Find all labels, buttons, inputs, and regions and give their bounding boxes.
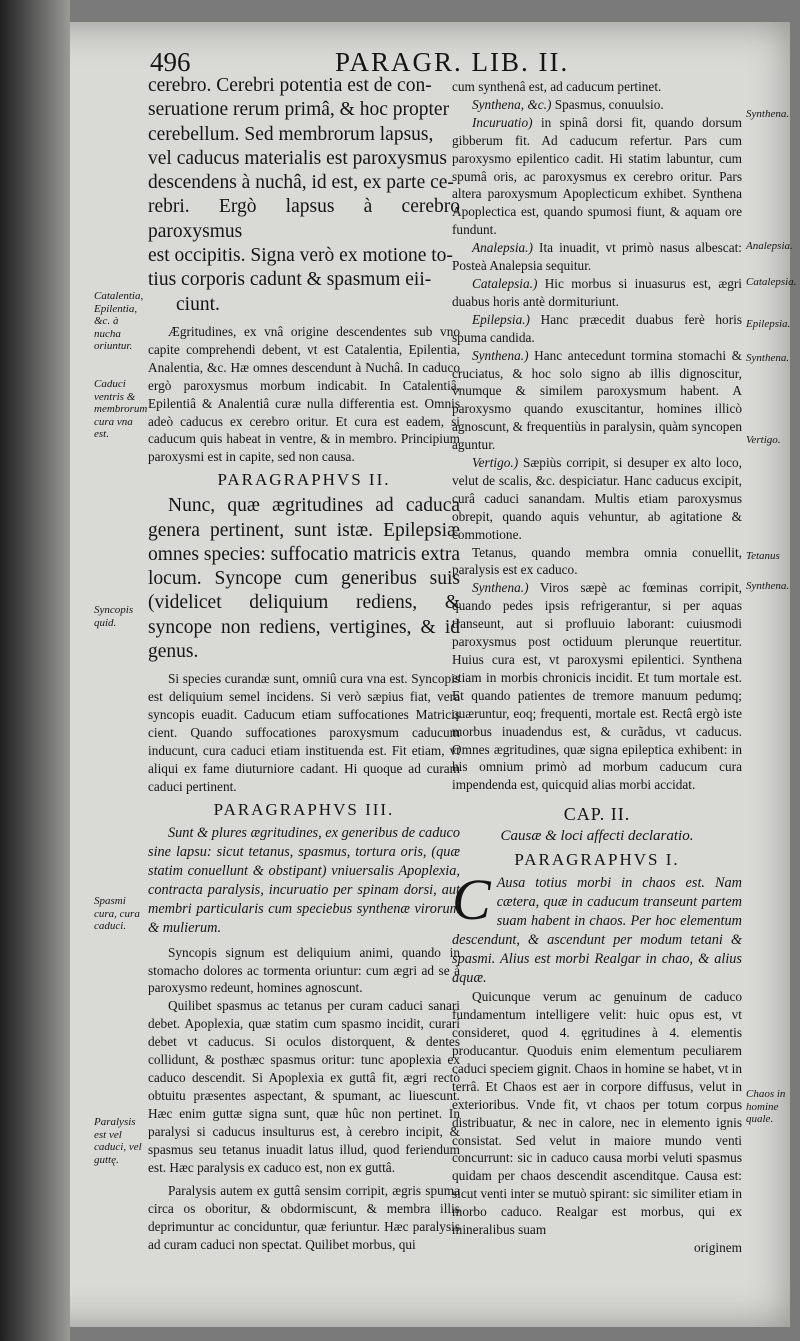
body-paragraph: Synthena.) Viros sæpè ac fœminas corripit, quando pedes ipsis refrigerantur, si per aquas transeunt, aut si profluuio laborant: cuiusmodi paroxysmus post octiduum plerunque reuertitur. Huius cura est, vt paroxysmi epilentici. Synthena etiam in morbis chronicis incidit. Et tum mortale est. Et quando patientes de tremore manuum pedumq; quæruntur, eoq; frequenti, mortale est. Rectâ ergò iste morbus inuadendus est, & curãdus, vt caducus. Omnes ægritudines, quæ signa epileptica exhibent: in his omnium primò ad morbum caducum cura impendenda est, quicquid alias morbi accidat. [452,580,742,793]
margin-note: Paralysis est vel caduci, vel guttę. [94,1116,142,1166]
body-paragraph: Incuruatio) in spinâ dorsi fit, quando dorsum gibberum fit. Ad caducum refertur. Pars cum paroxysmo epilentico cadit. Hi statim labuntur, cum spumâ oris, ac paroxysmus ex cerebro oritur. Pars altera paroxysmum Apoplecticum exhibet. Synthena Apoplectica est, quando spumosi fiunt, & aquam ore fundunt. [452,114,742,238]
chapter-subtitle: Causæ & loci affecti declaratio. [500,828,694,845]
text-line: seruatione rerum primâ, & hoc propter [148,99,450,121]
margin-note: Tetanus [746,550,780,562]
drop-cap: C [452,867,491,933]
entry-label: Epilepsia.) [472,311,530,327]
opening-paragraph [148,74,460,317]
chapter-heading: CAP. II. [563,804,631,825]
text-line: vel caducus materialis est paroxysmus [148,147,447,169]
catchword: originem [693,1239,742,1255]
body-paragraph: C Ausa totius morbi in chaos est. Nam cætera, quæ in caducum transeunt partem suam habent in chaos. Per hoc elementum descendunt, & ascendunt per modum tetani & spasmi. Alius est morbi Realgar in chao, & alius aquæ. [452,867,742,987]
margin-note: Synthena. [746,352,790,364]
section-heading: PARAGRAPHVS I. [514,850,680,870]
body-paragraph: Sunt & plures ægritudines, ex generibus de caduco sine lapsu: sicut tetanus, spasmus, tortura oris, (quæ statim conuellunt & obstipant) vniuersalis Apoplexia, contracta paralysis, incuruatio per spinam dorsi, aut membri particularis cum speciebus synthenæ virorum & mulierum. [148,824,460,936]
body-paragraph: Tetanus, quando membra omnia conuellit, paralysis est ex caduco. [452,544,742,578]
page-number: 496 [150,47,191,77]
entry-label: Vertigo.) [472,455,519,471]
text-line: tius corporis cadunt & spasmum eii- [148,269,432,291]
margin-note: Catalepsia. [746,276,797,288]
text-line: rebri. Ergò lapsus à cerebro paroxysmus [148,196,460,242]
entry-label: Analepsia.) [472,240,533,256]
margin-note: Syncopis quid. [94,604,134,629]
body-paragraph: Paralysis autem ex guttâ sensim corripit, ægris spuma circa os oboritur, & obdormiscunt, & membra illis deprimuntur ac conciduntur, quæ feriuntur. Hæc paralysis ad curam caduci non spectat. Quilibet morbus, qui [148,1183,460,1253]
body-paragraph: Syncopis signum est deliquium animi, quando in stomacho dolores ac tormenta oriuntur: cum ægri ad se à paroxysmo redeunt, homines agnoscunt. [148,944,460,996]
entry-label: Synthena.) [472,347,529,363]
right-column [452,78,742,1257]
margin-note: Catalentia, Epilentia, &c. à nucha oriuntur. [94,290,144,352]
body-paragraph: Nunc, quæ ægritudines ad caduca genera pertinent, sunt istæ. Epilepsiæ omnes species: suffocatio matricis extra locum. Syncope cum generibus suis (videlicet deliquium rediens, & syncope non rediens, vertigines, & id genus. [148,495,460,662]
margin-note: Vertigo. [746,434,781,446]
margin-note: Epilepsia. [746,318,791,330]
section-heading: PARAGRAPHVS II. [217,470,391,490]
margin-note: Caduci ventris & membrorum cura vna est. [94,378,148,440]
body-paragraph: cum synthenâ est, ad caducum pertinet. [452,79,662,94]
text-line: cerebro. Cerebri potentia est de con- [148,75,432,96]
body-paragraph: Catalepsia.) Hic morbus si inuasurus est, ægri duabus horis antè dormituriunt. [452,275,742,309]
text-line: ciunt. [176,293,220,315]
entry-label: Synthena, &c.) [472,96,552,112]
body-paragraph: Quicunque verum ac genuinum de caduco fundamentum intelligere velit: huic opus est, vt consideret, quod 4. ęgritudines à 4. elementis producantur. Quoduis enim elementum peculiarem caduci speciem gignit. Chaos in homine se habet, vt in terrâ. Et Chaos est aer in corpore diffusus, velut in exterioribus. Vnde fit, vt chaos per totum corpus distribuatur, & nec in calore, nec in elemento ignis consistat. Sed velut in maiore mundo venti concurrunt: sic in caduco causa morbi veluti spasmus quidam per chaos descendit ascenditque. Causa est: sicut venti inter se mutuò spirant: sic similiter etiam in morbo caduco. Realgar est morbus, qui ex mineralibus suam [452,989,742,1238]
body-paragraph: Ægritudines, ex vnâ origine descendentes sub vno capite comprehendi debent, vt est Catalentia, Epilentia, Analentia, &c. Hæ omnes descendunt à Nuchâ. In caduco ergò paroxysmus morbum indicabit. In Catalentiâ, Epilentiâ & Analentiâ curæ nulla differentia est. Omnis adeò caducus ex cerebro oritur. Et cura est eadem, si caducum quis habeat in ventre, & in membro. Principium paroxysmi est in capite, sed non causa. [148,323,460,465]
body-paragraph: Epilepsia.) Hanc præcedit duabus ferè horis spuma candida. [452,311,742,345]
text-line: est occipitis. Signa verò ex motione to- [148,245,453,267]
text-line: descendens à nuchâ, id est, ex parte ce- [148,172,454,194]
margin-note: Chaos in homine quale. [746,1088,786,1125]
body-paragraph: Synthena, &c.) Spasmus, conuulsio. [472,96,664,112]
body-paragraph: Vertigo.) Sæpiùs corripit, si desuper ex alto loco, velut de scalis, &c. despiciatur. Hanc caducus excipit, curâ caduci sanandam. Multis etiam paroxysmus obrepit, quando aquis vehuntur, ab agitatione & commotione. [452,455,742,542]
margin-note: Analepsia. [746,240,793,252]
entry-label: Catalepsia.) [472,275,538,291]
margin-note: Synthena. [746,580,790,592]
section-heading: PARAGRAPHVS III. [213,799,395,819]
body-paragraph: Si species curandæ sunt, omniû cura vna est. Syncopis est deliquium semel incidens. Si verò sæpius fiat, vera syncopis euadit. Caducum etiam suffocationes Matricis cient. Quando suffocationes paroxysmum caducum inducunt, cura caduci etiam instituenda est. Fit etiam, vt aliqui ex fame diuturniore cadant. Hi quoque ad curam caduci pertinent. [148,671,460,794]
text-line: cerebellum. Sed membrorum lapsus, [148,123,434,145]
entry-label: Synthena.) [472,580,529,596]
body-paragraph: Quilibet spasmus ac tetanus per curam caduci sanari debet. Apoplexia, quæ statim cum spasmo incidit, curari debet vt caducus. Si oculos distorquent, & dentes collidunt, & posthæc spasmus oritur: tunc apoplexia ex caduco descendit. Si Apoplexia ex guttâ fit, ægri rectò obtuitu præsentes aspectant, & spumant, ac liuescunt. Hæc enim guttæ signa sunt, quæ hûc non pertinet. In paralysi si caducus insulturus est, à cerebro incipit, & spasmus seu tetanus inuadit latus illud, quod feriendum est. Hæc paralysis ex caduco est, non ex guttâ. [148,998,460,1175]
entry-label: Incuruatio) [472,114,533,130]
left-column [148,74,460,1254]
running-title: PARAGR. LIB. II. [335,47,570,77]
body-paragraph: Synthena.) Hanc antecedunt tormina stomachi & cruciatus, & hoc solo signo ab illis dignoscitur, vnumque & similem paroxysmum habent. A paroxysmo quando exuscitantur, homines illicò agnoscunt, & frequentiùs in paralysin, quàm syncopen aguntur. [452,347,742,453]
body-paragraph: Analepsia.) Ita inuadit, vt primò nasus albescat: Posteà Analepsia sequitur. [452,240,742,274]
margin-note: Synthena. [746,108,790,120]
book-gutter [0,0,70,1341]
margin-note: Spasmi cura, cura caduci. [94,895,140,932]
